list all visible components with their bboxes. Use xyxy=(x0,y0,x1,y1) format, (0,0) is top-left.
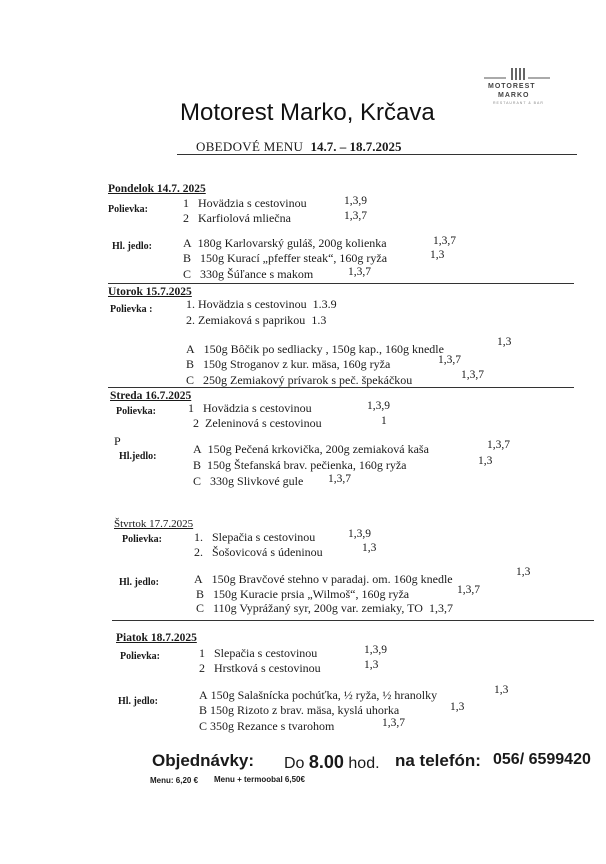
allergens: 1,3,7 xyxy=(438,354,461,366)
stray-mark: P xyxy=(114,434,121,448)
soup-item: 1 Slepačia s cestovinou xyxy=(199,646,318,660)
main-label: Hl. jedlo: xyxy=(119,577,159,588)
soup-item: 1. Hovädzia s cestovinou 1.3.9 xyxy=(186,297,337,311)
main-item: A 150g Bravčové stehno v paradaj. om. 160g knedle xyxy=(194,572,453,586)
allergens: 1,3 xyxy=(516,566,531,578)
soup-item: 2 Zeleninová s cestovinou xyxy=(193,416,322,430)
main-item: A 150g Salašnícka pochúťka, ½ ryža, ½ hranolky xyxy=(199,688,438,702)
allergens: 1 xyxy=(381,415,387,427)
soup-item: 1 Hovädzia s cestovinou xyxy=(188,401,312,415)
main-item: B 150g Štefanská brav. pečienka, 160g ryža xyxy=(193,458,407,472)
allergens: 1,3,7 xyxy=(461,369,484,381)
soup-item: 2 Karfiolová mliečna xyxy=(183,211,291,225)
main-item: B 150g Kurací „pfeffer steak“, 160g ryža xyxy=(183,251,388,265)
page-title: Motorest Marko, Krčava xyxy=(180,99,435,126)
main-item: C 330g Šúľance s makom xyxy=(183,267,314,281)
allergens: 1,3 xyxy=(494,684,509,696)
soup-label: Polievka: xyxy=(116,406,156,417)
main-item: B 150g Stroganov z kur. mäsa, 160g ryža xyxy=(186,357,391,371)
main-item: B 150g Kuracie prsia „Wilmoš“, 160g ryža xyxy=(196,587,410,601)
day-heading: Piatok 18.7.2025 xyxy=(116,632,197,644)
soup-item: 1. Slepačia s cestovinou xyxy=(194,530,316,544)
logo-line2: MARKO xyxy=(498,92,530,99)
price-menu-box: Menu + termoobal 6,50€ xyxy=(214,775,305,784)
soup-label: Polievka : xyxy=(110,304,153,315)
phone-label: na telefón: xyxy=(395,751,481,770)
allergens: 1,3,9 xyxy=(364,644,387,656)
soup-label: Polievka: xyxy=(120,651,160,662)
logo-tagline: RESTAURANT & BAR xyxy=(493,101,544,105)
order-deadline: Do 8.00 hod. xyxy=(284,752,380,772)
soup-item: 2. Šošovicová s údeninou xyxy=(194,545,323,559)
menu-date-range: 14.7. – 18.7.2025 xyxy=(310,139,402,154)
allergens: 1,3,9 xyxy=(367,400,390,412)
allergens: 1,3,7 xyxy=(328,473,351,485)
allergens: 1,3 xyxy=(430,249,445,261)
allergens: 1,3,9 xyxy=(348,528,371,540)
orders-label: Objednávky: xyxy=(152,751,255,770)
price-menu: Menu: 6,20 € xyxy=(150,776,199,785)
day-heading: Utorok 15.7.2025 xyxy=(108,286,192,298)
main-item: C 250g Zemiakový prívarok s peč. špekáčkou xyxy=(186,373,413,387)
allergens: 1,3 xyxy=(478,455,493,467)
menu-label: OBEDOVÉ MENU xyxy=(196,139,304,154)
allergens: 1,3,7 xyxy=(433,235,456,247)
main-item: C 330g Slivkové gule xyxy=(193,474,304,488)
main-item: A 180g Karlovarský guláš, 200g kolienka xyxy=(183,236,387,250)
soup-label: Polievka: xyxy=(122,534,162,545)
main-label: Hl. jedlo: xyxy=(118,696,158,707)
allergens: 1,3,7 xyxy=(348,266,371,278)
day-heading: Štvrtok 17.7.2025 xyxy=(114,518,194,530)
main-item: C 350g Rezance s tvarohom xyxy=(199,719,335,733)
main-item: C 110g Vyprážaný syr, 200g var. zemiaky, TO 1,3,7 xyxy=(196,601,453,615)
allergens: 1,3,7 xyxy=(487,439,510,451)
allergens: 1,3,7 xyxy=(382,717,405,729)
day-divider xyxy=(108,387,574,388)
main-item: B 150g Rizoto z brav. mäsa, kyslá uhorka xyxy=(199,703,400,717)
soup-item: 1 Hovädzia s cestovinou xyxy=(183,196,307,210)
allergens: 1,3,7 xyxy=(344,210,367,222)
allergens: 1,3 xyxy=(497,336,512,348)
allergens: 1,3 xyxy=(450,701,465,713)
main-label: Hl. jedlo: xyxy=(112,241,152,252)
logo-line1: MOTOREST xyxy=(488,83,536,90)
allergens: 1,3 xyxy=(362,542,377,554)
soup-item: 2 Hrstková s cestovinou xyxy=(199,661,321,675)
allergens: 1,3,7 xyxy=(457,584,480,596)
phone-number[interactable]: 056/ 6599420 xyxy=(493,751,591,768)
day-divider xyxy=(112,620,594,621)
main-label: Hl.jedlo: xyxy=(119,451,157,462)
day-heading: Pondelok 14.7. 2025 xyxy=(108,183,206,195)
allergens: 1,3 xyxy=(364,659,379,671)
menu-subtitle xyxy=(196,139,401,155)
day-heading: Streda 16.7.2025 xyxy=(110,390,192,402)
main-item: A 150g Bôčik po sedliacky , 150g kap., 160g knedle xyxy=(186,342,444,356)
soup-label: Polievka: xyxy=(108,204,148,215)
soup-item: 2. Zemiaková s paprikou 1.3 xyxy=(186,313,327,327)
day-divider xyxy=(108,283,574,284)
header-divider xyxy=(177,154,577,155)
main-item: A 150g Pečená krkovička, 200g zemiaková kaša xyxy=(193,442,429,456)
allergens: 1,3,9 xyxy=(344,195,367,207)
